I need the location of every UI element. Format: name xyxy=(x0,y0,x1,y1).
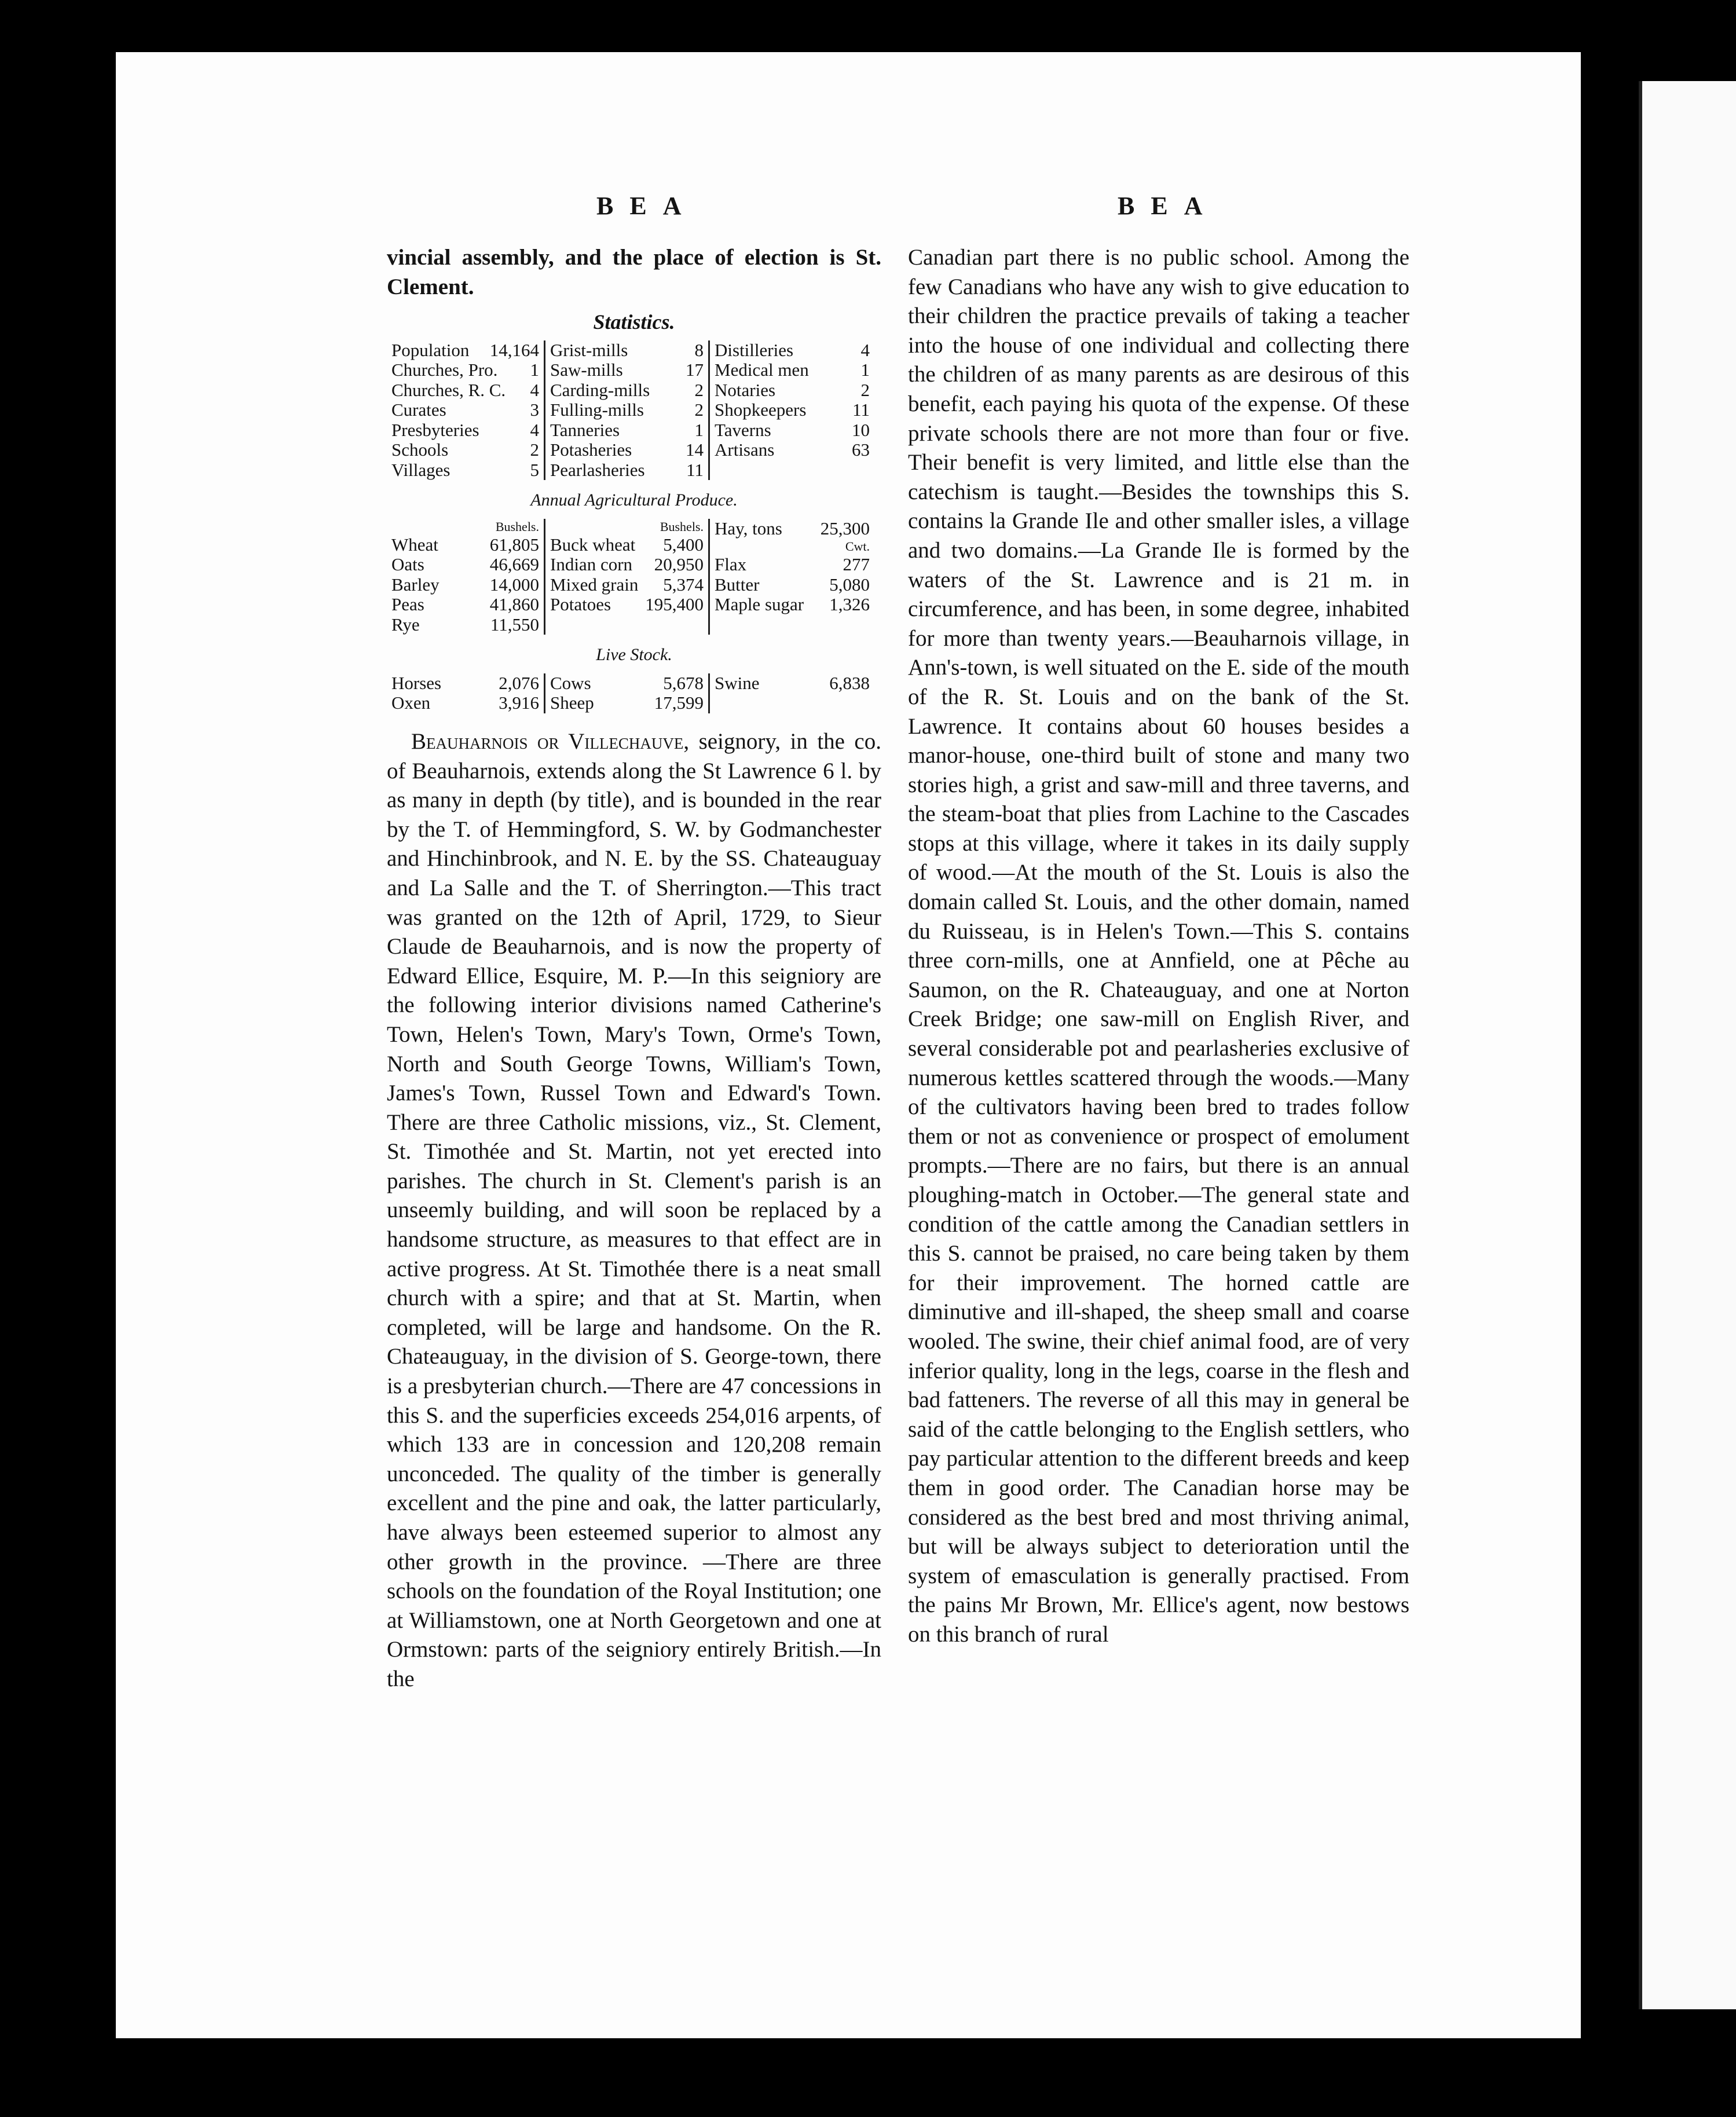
table-row xyxy=(391,615,539,635)
table-row xyxy=(550,340,704,361)
table-row xyxy=(391,360,539,380)
row-label: Saw-mills xyxy=(550,360,623,380)
row-value: 5,678 xyxy=(663,672,704,693)
table-row xyxy=(391,575,539,595)
row-label: Artisans xyxy=(715,439,775,460)
table-row xyxy=(391,460,539,481)
statistics-table xyxy=(387,340,881,481)
row-value: 1,326 xyxy=(829,594,870,615)
row-label: Taverns xyxy=(715,419,771,440)
row-value: 2 xyxy=(694,400,704,420)
row-label: Wheat xyxy=(391,534,438,555)
row-label: Peas xyxy=(391,594,424,615)
table-row xyxy=(550,460,704,481)
table-row xyxy=(550,440,704,460)
row-value: 41,860 xyxy=(489,594,539,615)
left-running-head: BEA xyxy=(596,192,698,220)
row-label: Oats xyxy=(391,554,424,575)
livestock-col-1 xyxy=(387,673,544,713)
row-value: 277 xyxy=(843,554,870,575)
produce-col-1 xyxy=(387,519,544,635)
row-value: 5,080 xyxy=(829,574,870,595)
facing-page-edge xyxy=(1639,81,1736,2009)
table-row xyxy=(391,535,539,555)
row-label: Medical men xyxy=(715,360,809,380)
row-label: Population xyxy=(391,339,470,360)
table-row xyxy=(550,555,704,575)
table-row xyxy=(391,595,539,615)
row-value: 5 xyxy=(530,459,539,480)
produce-unit-1: Bushels. xyxy=(495,519,539,534)
row-value: 2 xyxy=(694,379,704,400)
row-value: 8 xyxy=(694,339,704,360)
livestock-table xyxy=(387,673,881,713)
row-label: Flax xyxy=(715,554,747,575)
statistics-col-2 xyxy=(544,340,708,481)
row-value: 14,164 xyxy=(489,339,539,360)
row-value: 2 xyxy=(860,379,870,400)
table-row xyxy=(715,575,870,595)
row-value: 5,374 xyxy=(663,574,704,595)
livestock-title: Live Stock. xyxy=(596,645,672,665)
row-value: 3,916 xyxy=(499,693,539,713)
row-label: Cows xyxy=(550,672,591,693)
produce-unit-3: Cwt. xyxy=(845,539,870,554)
table-row xyxy=(550,400,704,420)
produce-col-3 xyxy=(708,519,874,635)
row-label: Butter xyxy=(715,574,760,595)
row-label: Villages xyxy=(391,459,451,480)
produce-unit-2: Bushels. xyxy=(660,519,704,534)
row-label: Oxen xyxy=(391,693,431,713)
table-row xyxy=(391,400,539,420)
table-row xyxy=(391,380,539,401)
table-row xyxy=(391,340,539,361)
row-value: 1 xyxy=(530,360,539,380)
row-label: Rye xyxy=(391,614,420,635)
row-value: 2 xyxy=(530,439,539,460)
row-label: Barley xyxy=(391,574,440,595)
row-value: 4 xyxy=(860,339,870,360)
row-value: 11,550 xyxy=(490,614,539,635)
row-value: 1 xyxy=(694,419,704,440)
statistics-col-3 xyxy=(708,340,874,481)
table-row xyxy=(391,693,539,713)
row-label: Swine xyxy=(715,672,760,693)
statistics-title: Statistics. xyxy=(593,310,675,334)
row-label: Tanneries xyxy=(550,419,620,440)
row-value: 63 xyxy=(852,439,870,460)
row-label: Maple sugar xyxy=(715,594,804,615)
row-value: 61,805 xyxy=(489,534,539,555)
produce-title: Annual Agricultural Produce. xyxy=(530,490,738,510)
row-value: 20,950 xyxy=(654,554,704,575)
row-label: Curates xyxy=(391,400,446,420)
table-row xyxy=(391,440,539,460)
row-label: Shopkeepers xyxy=(715,400,807,420)
table-row xyxy=(715,400,870,420)
statistics-col-1 xyxy=(387,340,544,481)
row-label: Potatoes xyxy=(550,594,611,615)
row-value: 10 xyxy=(852,419,870,440)
table-row xyxy=(550,575,704,595)
row-label: Churches, R. C. xyxy=(391,379,506,400)
livestock-col-3 xyxy=(708,673,874,713)
row-label: Mixed grain xyxy=(550,574,639,595)
row-label: Carding-mills xyxy=(550,379,650,400)
row-label: Fulling-mills xyxy=(550,400,644,420)
row-value: 46,669 xyxy=(489,554,539,575)
row-value: 14 xyxy=(686,439,704,460)
row-label: Indian corn xyxy=(550,554,633,575)
row-value: 2,076 xyxy=(499,672,539,693)
row-label: Presbyteries xyxy=(391,419,479,440)
row-label: Pearlasheries xyxy=(550,459,645,480)
right-column xyxy=(908,243,1409,1650)
left-column xyxy=(387,243,881,1694)
row-value: 11 xyxy=(686,459,704,480)
table-row xyxy=(550,420,704,441)
produce-row: Hay, tons 25,300 xyxy=(715,518,870,539)
table-row xyxy=(391,673,539,694)
row-label: Distilleries xyxy=(715,339,794,360)
table-row xyxy=(391,555,539,575)
row-value: 11 xyxy=(852,400,870,420)
table-row xyxy=(550,535,704,555)
row-value: 4 xyxy=(530,379,539,400)
produce-table xyxy=(387,519,881,635)
intro-text: vincial assembly, and the place of election is St. Clement. xyxy=(387,245,881,299)
table-row xyxy=(550,595,704,615)
table-row xyxy=(715,380,870,401)
left-article-text: Beauharnois or Villechauve, seignory, in the co. of Beauharnois, extends along the St Lawrence 6 l. by as many in depth (by title), and is bounded in the rear by the T. of Hemmingford, S. W. by Godmanchester and Hinchinbrook, and N. E. by the SS. Chateauguay and La Salle and the T. of Sherrington.—This tract was granted on the 12th of April, 1729, to Sieur Claude de Beauharnois, and is now the property of Edward Ellice, Esquire, M. P.—In this seigniory are the following interior divisions named Catherine's Town, Helen's Town, Mary's Town, Orme's Town, North and South George Towns, William's Town, James's Town, Russel Town and Edward's Town. There are three Catholic missions, viz., St. Clement, St. Timothée and St. Martin, not yet erected into parishes. The church in St. Clement's parish is an unseemly building, and will soon be replaced by a handsome structure, as measures to that effect are in active progress. At St. Timothée there is a neat small church with a spire; and that at St. Martin, when completed, will be large and handsome. On the R. Chateauguay, in the division of S. George-town, there is a presbyterian church.—There are 47 concessions in this S. and the superficies exceeds 254,016 arpents, of which 133 are in concession and 120,208 remain unconceded. The quality of the timber is generally excellent and the pine and oak, the latter particularly, have always been esteemed superior to almost any other growth in the province. —There are three schools on the foundation of the Royal Institution; one at Williamstown, one at North Georgetown and one at Ormstown: parts of the seigniory entirely British.—In the xyxy=(387,728,881,1691)
row-value: 14,000 xyxy=(489,574,539,595)
row-value: 5,400 xyxy=(663,534,704,555)
row-label: Potasheries xyxy=(550,439,632,460)
table-row xyxy=(715,595,870,615)
row-value: 1 xyxy=(860,360,870,380)
row-label: Churches, Pro. xyxy=(391,360,498,380)
row-label: Grist-mills xyxy=(550,339,628,360)
table-row xyxy=(550,360,704,380)
produce-col-2 xyxy=(544,519,708,635)
row-label: Buck wheat xyxy=(550,534,636,555)
row-value: 4 xyxy=(530,419,539,440)
row-label: Schools xyxy=(391,439,449,460)
table-row xyxy=(550,673,704,694)
row-label: Horses xyxy=(391,672,442,693)
row-label: Notaries xyxy=(715,379,776,400)
livestock-col-2 xyxy=(544,673,708,713)
right-article-text: Canadian part there is no public school. Among the few Canadians who have any wish to give education to their children the practice prevails of taking a teacher into the house of one individual and collecting there the children of as many parents as are desirous of this benefit, each paying his quota of the expense. Of these private schools there are not more than four or five. Their benefit is very limited, and little else than the catechism is taught.—Besides the townships this S. contains la Grande Ile and other smaller isles, a village and two domains.—La Grande Ile is formed by the waters of the St. Lawrence and is 21 m. in circumference, and has been, in some degree, inhabited for more than twenty years.—Beauharnois village, in Ann's-town, is well situated on the E. side of the mouth of the R. St. Louis and on the bank of the St. Lawrence. It contains about 60 houses besides a manor-house, one-third built of stone and many two stories high, a grist and saw-mill and three taverns, and the steam-boat that plies from Lachine to the Cascades stops at this village, where it takes in its daily supply of wood.—At the mouth of the St. Louis is also the domain called St. Louis, and the other domain, named du Ruisseau, is in Helen's Town.—This S. contains three corn-mills, one at Annfield, one at Pêche au Saumon, on the R. Chateauguay, and one at Norton Creek Bridge; one saw-mill on English River, and several considerable pot and pearlasheries exclusive of numerous kettles scattered through the woods.—Many of the cultivators having been bred to trades follow them or not as convenience or prospect of emolument prompts.—There are no fairs, but there is an annual ploughing-match in October.—The general state and condition of the cattle among the Canadian settlers in this S. cannot be praised, no care being taken by them for their improvement. The horned cattle are diminutive and ill-shaped, the sheep small and coarse wooled. The swine, their chief animal food, are of very inferior quality, long in the legs, coarse in the flesh and bad fatteners. The reverse of all this may in general be said of the cattle belonging to the English settlers, who pay particular attention to the different breeds and keep them in good order. The Canadian horse may be considered as the best bred and most thriving animal, but will be always subject to deterioration until the system of emasculation is generally practised. From the pains Mr Brown, Mr. Ellice's agent, now bestows on this branch of rural xyxy=(908,245,1409,1647)
table-row xyxy=(550,380,704,401)
table-row xyxy=(391,420,539,441)
row-value: 6,838 xyxy=(829,672,870,693)
table-row xyxy=(550,693,704,713)
table-row xyxy=(715,360,870,380)
table-row xyxy=(715,555,870,575)
row-value: 17,599 xyxy=(654,693,704,713)
article-headword: Beauharnois or Villechauve, xyxy=(411,728,690,754)
row-label: Sheep xyxy=(550,693,594,713)
row-value: 195,400 xyxy=(645,594,704,615)
table-row xyxy=(715,420,870,441)
table-row xyxy=(715,440,870,460)
table-row xyxy=(715,673,870,694)
table-row xyxy=(715,340,870,361)
row-value: 17 xyxy=(686,360,704,380)
row-value: 3 xyxy=(530,400,539,420)
right-running-head: BEA xyxy=(1118,192,1219,220)
